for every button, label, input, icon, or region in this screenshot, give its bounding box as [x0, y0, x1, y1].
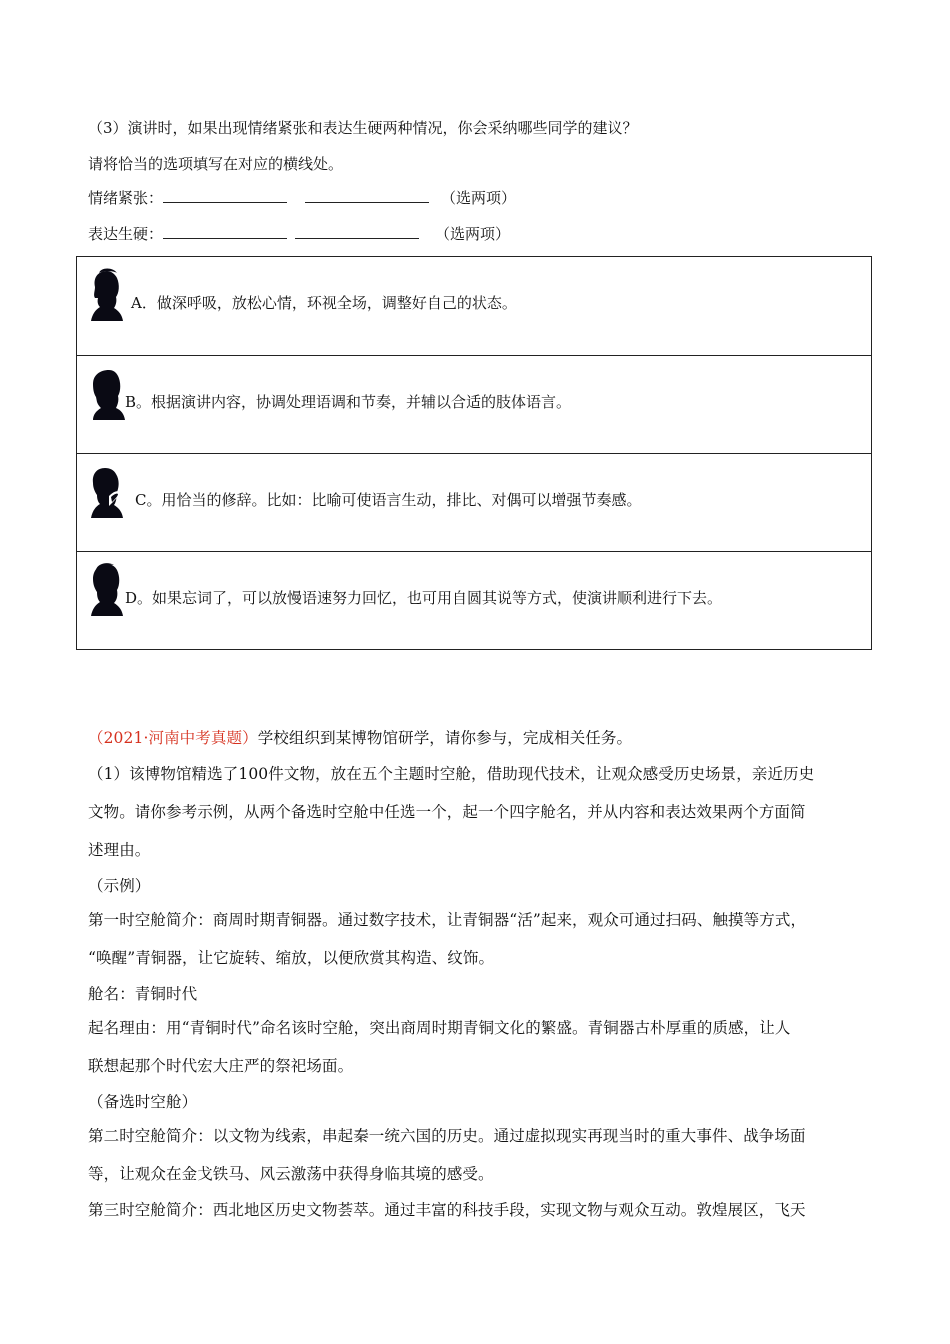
answer-blank-nervous-1[interactable] [163, 188, 287, 203]
option-a-text: A．做深呼吸，放松心情，环视全场，调整好自己的状态。 [131, 294, 517, 312]
example-label: （示例） [88, 877, 151, 895]
option-row-d [77, 551, 871, 649]
cabin1-line-1: 第一时空舱简介：商周时期青铜器。通过数字技术，让青铜器“活”起来，观众可通过扫码、触摸等方式， [88, 911, 807, 929]
answer-hint-nervous: （选两项） [441, 189, 517, 207]
thinking-silhouette-icon [87, 462, 127, 518]
source-tag: （2021·河南中考真题） [88, 729, 258, 747]
q1-line-3: 述理由。 [88, 841, 151, 859]
answer-row-stiff [88, 224, 510, 244]
cabin2-line-1: 第二时空舱简介：以文物为线索，串起秦一统六国的历史。通过虚拟现实再现当时的重大事件、战争场面 [88, 1127, 806, 1145]
answer-label-stiff: 表达生硬： [88, 225, 164, 243]
answer-hint-stiff: （选两项） [435, 225, 511, 243]
option-row-b [77, 355, 871, 453]
silhouette-icon [87, 364, 127, 420]
answer-blank-stiff-1[interactable] [163, 224, 287, 239]
cabin2-line-2: 等，让观众在金戈铁马、风云激荡中获得身临其境的感受。 [88, 1165, 494, 1183]
option-c-text: C。用恰当的修辞。比如：比喻可使语言生动，排比、对偶可以增强节奏感。 [135, 491, 642, 509]
option-d-text: D。如果忘词了，可以放慢语速努力回忆，也可用自圆其说等方式，使演讲顺利进行下去。 [125, 589, 723, 607]
cabin1-line-2: “唤醒”青铜器，让它旋转、缩放，以便欣赏其构造、纹饰。 [88, 949, 495, 967]
reason-line-1: 起名理由：用“青铜时代”命名该时空舱，突出商周时期青铜文化的繁盛。青铜器古朴厚重的质感，让人 [88, 1019, 791, 1037]
section-intro [88, 728, 632, 748]
answer-row-nervous [88, 188, 516, 208]
option-b-text: B。根据演讲内容，协调处理语调和节奏，并辅以合适的肢体语言。 [125, 393, 572, 411]
option-row-c [77, 453, 871, 551]
question-3-line-1: （3）演讲时，如果出现情绪紧张和表达生硬两种情况，你会采纳哪些同学的建议？ [88, 119, 638, 137]
alt-cabin-label: （备选时空舱） [88, 1093, 198, 1111]
answer-blank-nervous-2[interactable] [305, 188, 429, 203]
answer-label-nervous: 情绪紧张： [88, 189, 164, 207]
question-3-line-2: 请将恰当的选项填写在对应的横线处。 [88, 155, 344, 173]
reason-line-2: 联想起那个时代宏大庄严的祭祀场面。 [88, 1057, 354, 1075]
q1-line-2: 文物。请你参考示例，从两个备选时空舱中任选一个，起一个四字舱名，并从内容和表达效果两个方面简 [88, 803, 806, 821]
intro-text: 学校组织到某博物馆研学，请你参与，完成相关任务。 [257, 729, 633, 747]
cabin1-name: 舱名：青铜时代 [88, 985, 198, 1003]
silhouette-icon [87, 265, 127, 321]
answer-blank-stiff-2[interactable] [295, 224, 419, 239]
cabin3-line-1: 第三时空舱简介：西北地区历史文物荟萃。通过丰富的科技手段，实现文物与观众互动。敦煌展区，飞天 [88, 1201, 806, 1219]
option-row-a [77, 257, 871, 355]
silhouette-icon [87, 560, 127, 616]
q1-line-1: （1）该博物馆精选了100件文物，放在五个主题时空舱，借助现代技术，让观众感受历史场景，亲近历史 [88, 765, 815, 783]
options-table [76, 256, 872, 650]
